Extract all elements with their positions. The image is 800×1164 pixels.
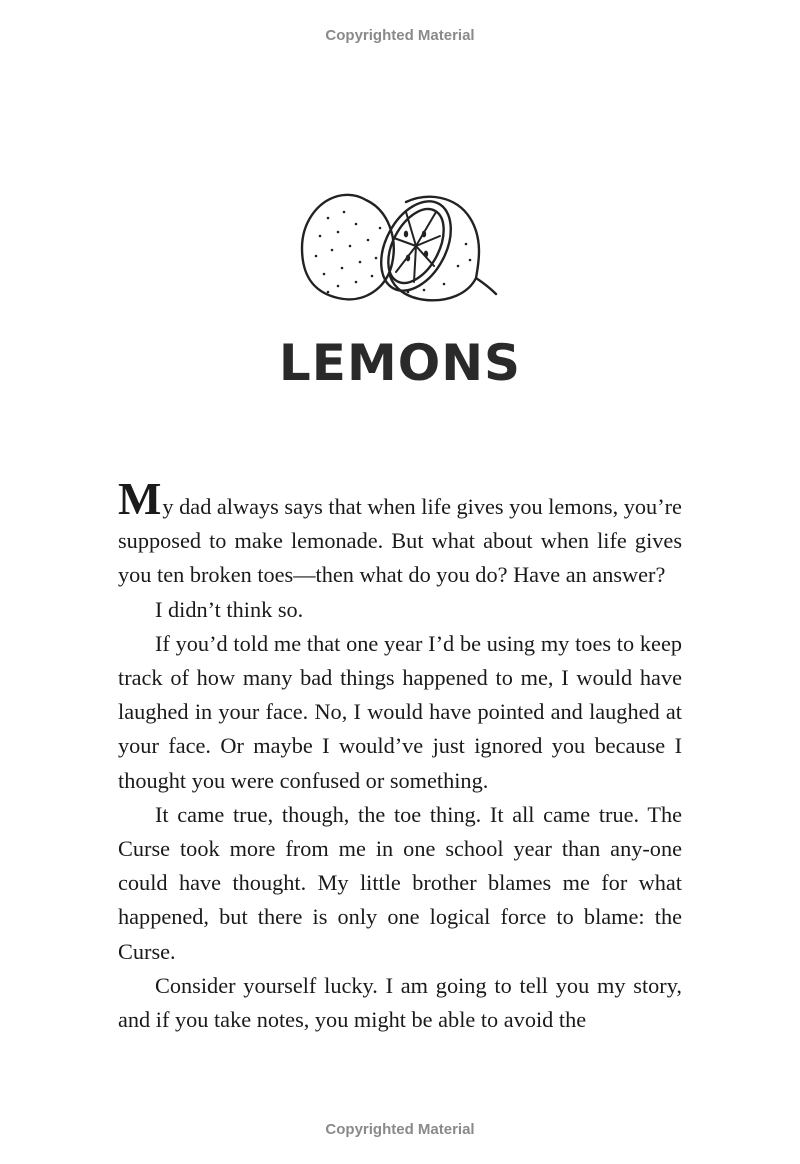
paragraph-2: I didn’t think so. <box>155 596 304 622</box>
lemon-whole <box>302 195 394 300</box>
paragraph-1-line-1: y dad always says that when life gives you lemons, you’re <box>162 494 682 519</box>
chapter-body <box>118 473 682 1037</box>
lemons-illustration <box>298 188 504 306</box>
copyright-header: Copyrighted Material <box>325 27 475 44</box>
paragraph-5: Consider yourself lucky. I am going to tell you my story, and if you take notes, you might be able to avoid the <box>118 972 682 1033</box>
lemon-half <box>367 190 496 303</box>
paragraph-4: It came true, though, the toe thing. It all came true. The Curse took more from me in one school year than any-one could have thought. My little brother blames me for what happened, but there is only one logical force to blame: the Curse. <box>118 801 682 964</box>
copyright-footer: Copyrighted Material <box>325 1121 475 1138</box>
paragraph-1 <box>118 473 682 593</box>
chapter-title: LEMONS <box>278 334 522 392</box>
drop-cap: M <box>118 473 162 524</box>
paragraph-1-rest: supposed to make lemonade. But what about when life gives you ten broken toes—then what do you do? Have an answer? <box>118 528 682 588</box>
paragraph-3: If you’d told me that one year I’d be using my toes to keep track of how many bad things happened to me, I would have laughed in your face. No, I would have pointed and laughed at your face. Or maybe I would’ve just ignored you because I thought you were confused or something. <box>118 630 682 793</box>
